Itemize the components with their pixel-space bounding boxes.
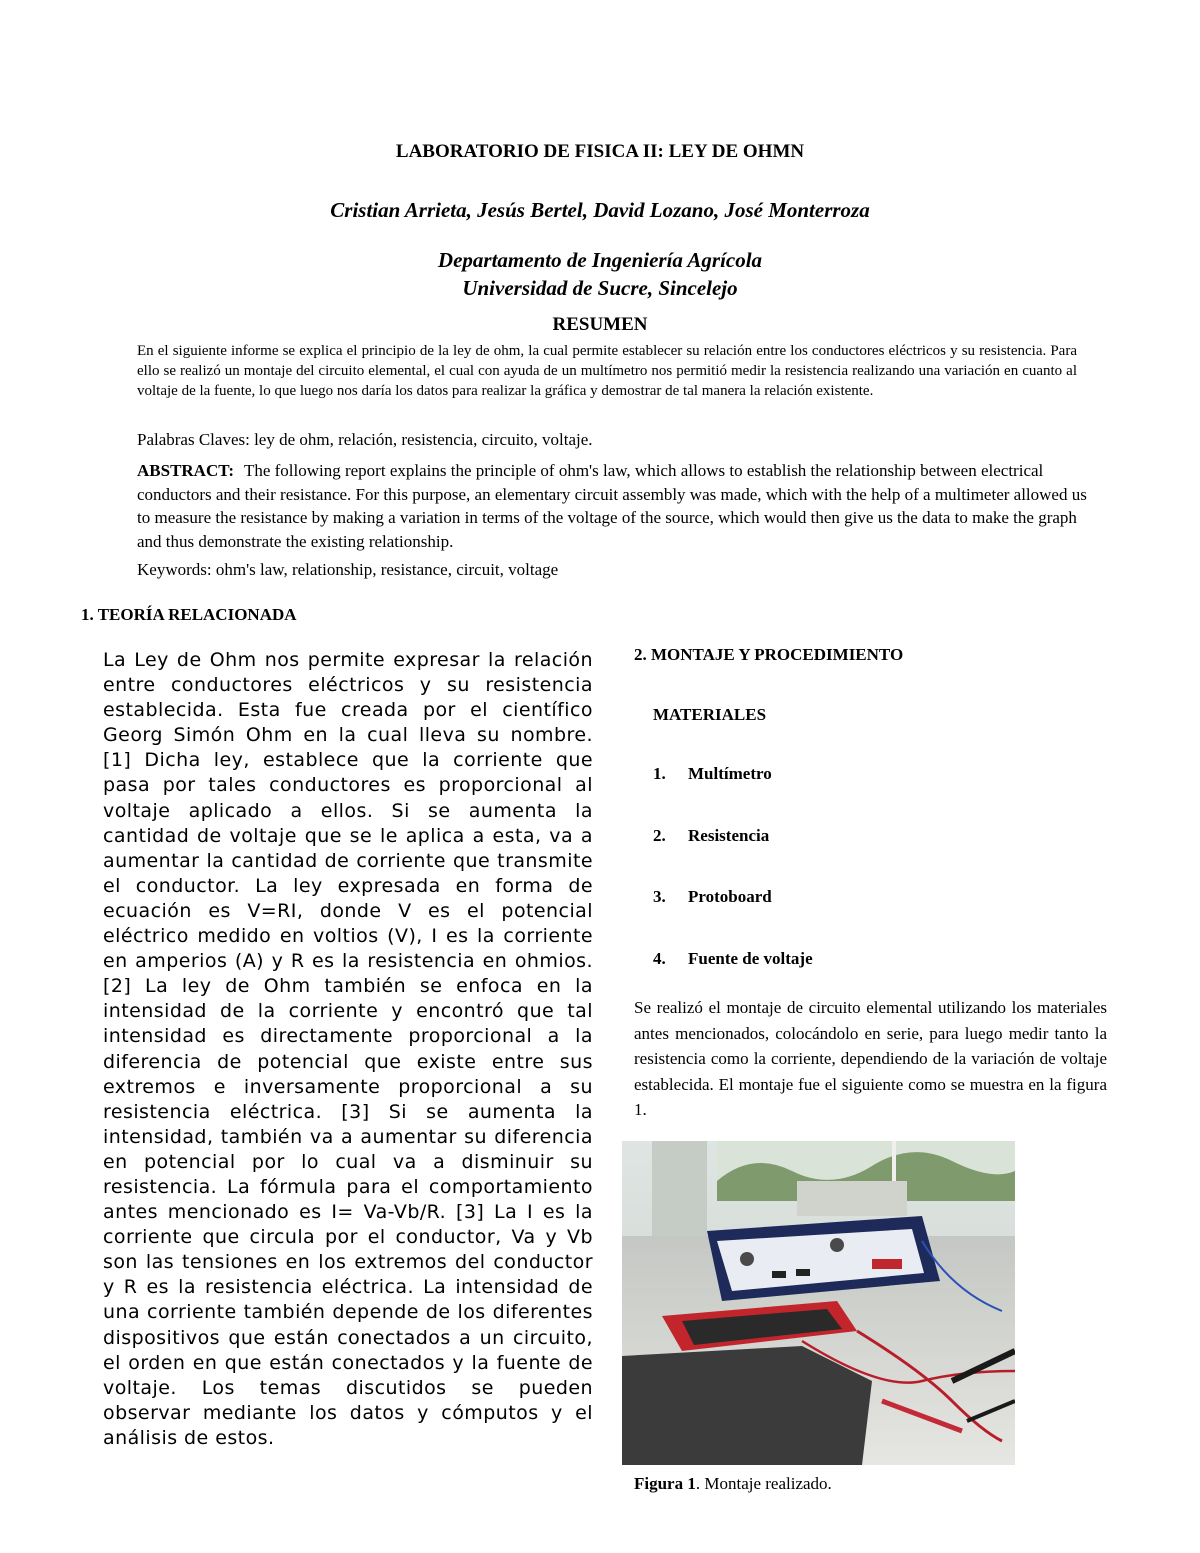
resumen-text: En el siguiente informe se explica el principio de la ley de ohm, la cual permite establecer su relación entre los conductores eléctricos y su resistencia. Para ello se realizó un montaje del circuito elemental, el cual con ayuda de un multímetro nos permitió medir la resistencia realizando una variación en cuanto al voltaje de la fuente, lo que luego nos daría los datos para realizar la gráfica y demostrar de tal manera la relación existente.: [137, 343, 1077, 399]
university: Universidad de Sucre, Sincelejo: [462, 276, 738, 300]
section-1-heading: 1. TEORÍA RELACIONADA: [81, 605, 297, 624]
list-item: 1. Multímetro: [653, 764, 772, 783]
list-item: 4. Fuente de voltaje: [653, 949, 813, 969]
abstract-label: ABSTRACT:: [137, 461, 234, 480]
paper-title: LABORATORIO DE FISICA II: LEY DE OHMN: [395, 141, 805, 162]
abstract-text: The following report explains the principle of ohm's law, which allows to establish the relationship between electrical conductors and their resistance. For this purpose, an elementary circuit assembly was made, which with the help of a multimeter allowed us to measure the resistance by making a variation in terms of the voltage of the source, which would then give us the data to make the graph and thus demonstrate the existing relationship.: [137, 461, 1087, 551]
procedure-text: Se realizó el montaje de circuito elemental utilizando los materiales antes mencionados, colocándolo en serie, para luego medir tanto la resistencia como la corriente, dependiendo de la variación de voltaje establecida. El montaje fue el siguiente como se muestra en la figura 1.: [634, 998, 1107, 1119]
section-2-heading: 2. MONTAJE Y PROCEDIMIENTO: [634, 645, 904, 664]
figure-1-caption: [634, 1474, 832, 1494]
list-item: 2. Resistencia: [653, 825, 770, 845]
circuit-setup-image: [622, 1141, 1015, 1465]
figure-caption-text: . Montaje realizado.: [695, 1474, 832, 1493]
figure-1-photo: [622, 1141, 1015, 1465]
section-1-body: La Ley de Ohm nos permite expresar la relación entre conductores eléctricos y su resistencia establecida. Esta fue creada por el científico Georg Simón Ohm en la cual lleva su nombre. [1] Dicha ley, establece que la corriente que pasa por tales conductores es proporcional al voltaje aplicado a ellos. Si se aumenta la cantidad de voltaje que se le aplica a esta, va a aumentar la cantidad de corriente que transmite el conductor. La ley expresada en forma de ecuación es V=RI, donde V es el potencial eléctrico medido en voltios (V), I es la corriente en amperios (A) y R es la resistencia en ohmios. [2] La ley de Ohm también se enfoca en la intensidad de la corriente y encontró que tal intensidad es directamente proporcional a la diferencia de potencial que existe entre sus extremos e inversamente proporcional a su resistencia eléctrica. [3] Si se aumenta la intensidad, también va a aumentar su diferencia en potencial por lo cual va a disminuir su resistencia. La fórmula para el comportamiento antes mencionado es I= Va-Vb/R. [3] La I es la corriente que circula por el conductor, Va y Vb son las tensiones en los extremos del conductor y R es la resistencia eléctrica. La intensidad de una corriente también depende de los diferentes dispositivos que están conectados a un circuito, el orden en que están conectados y la fuente de voltaje. Los temas discutidos se pueden observar mediante los datos y cómputos y el análisis de estos.: [103, 649, 593, 1449]
resumen-heading: RESUMEN: [552, 314, 648, 335]
materials-list: [653, 764, 813, 1011]
palabras-claves: Palabras Claves: ley de ohm, relación, resistencia, circuito, voltaje.: [137, 430, 593, 449]
abstract-block: [137, 459, 1099, 553]
department: Departamento de Ingeniería Agrícola: [437, 248, 763, 272]
figure-label: Figura 1: [634, 1474, 696, 1493]
author-list: Cristian Arrieta, Jesús Bertel, David Lozano, José Monterroza: [330, 198, 870, 222]
list-item: 3. Protoboard: [653, 887, 772, 907]
materials-heading: MATERIALES: [653, 705, 767, 724]
keywords: Keywords: ohm's law, relationship, resistance, circuit, voltage: [137, 560, 559, 579]
